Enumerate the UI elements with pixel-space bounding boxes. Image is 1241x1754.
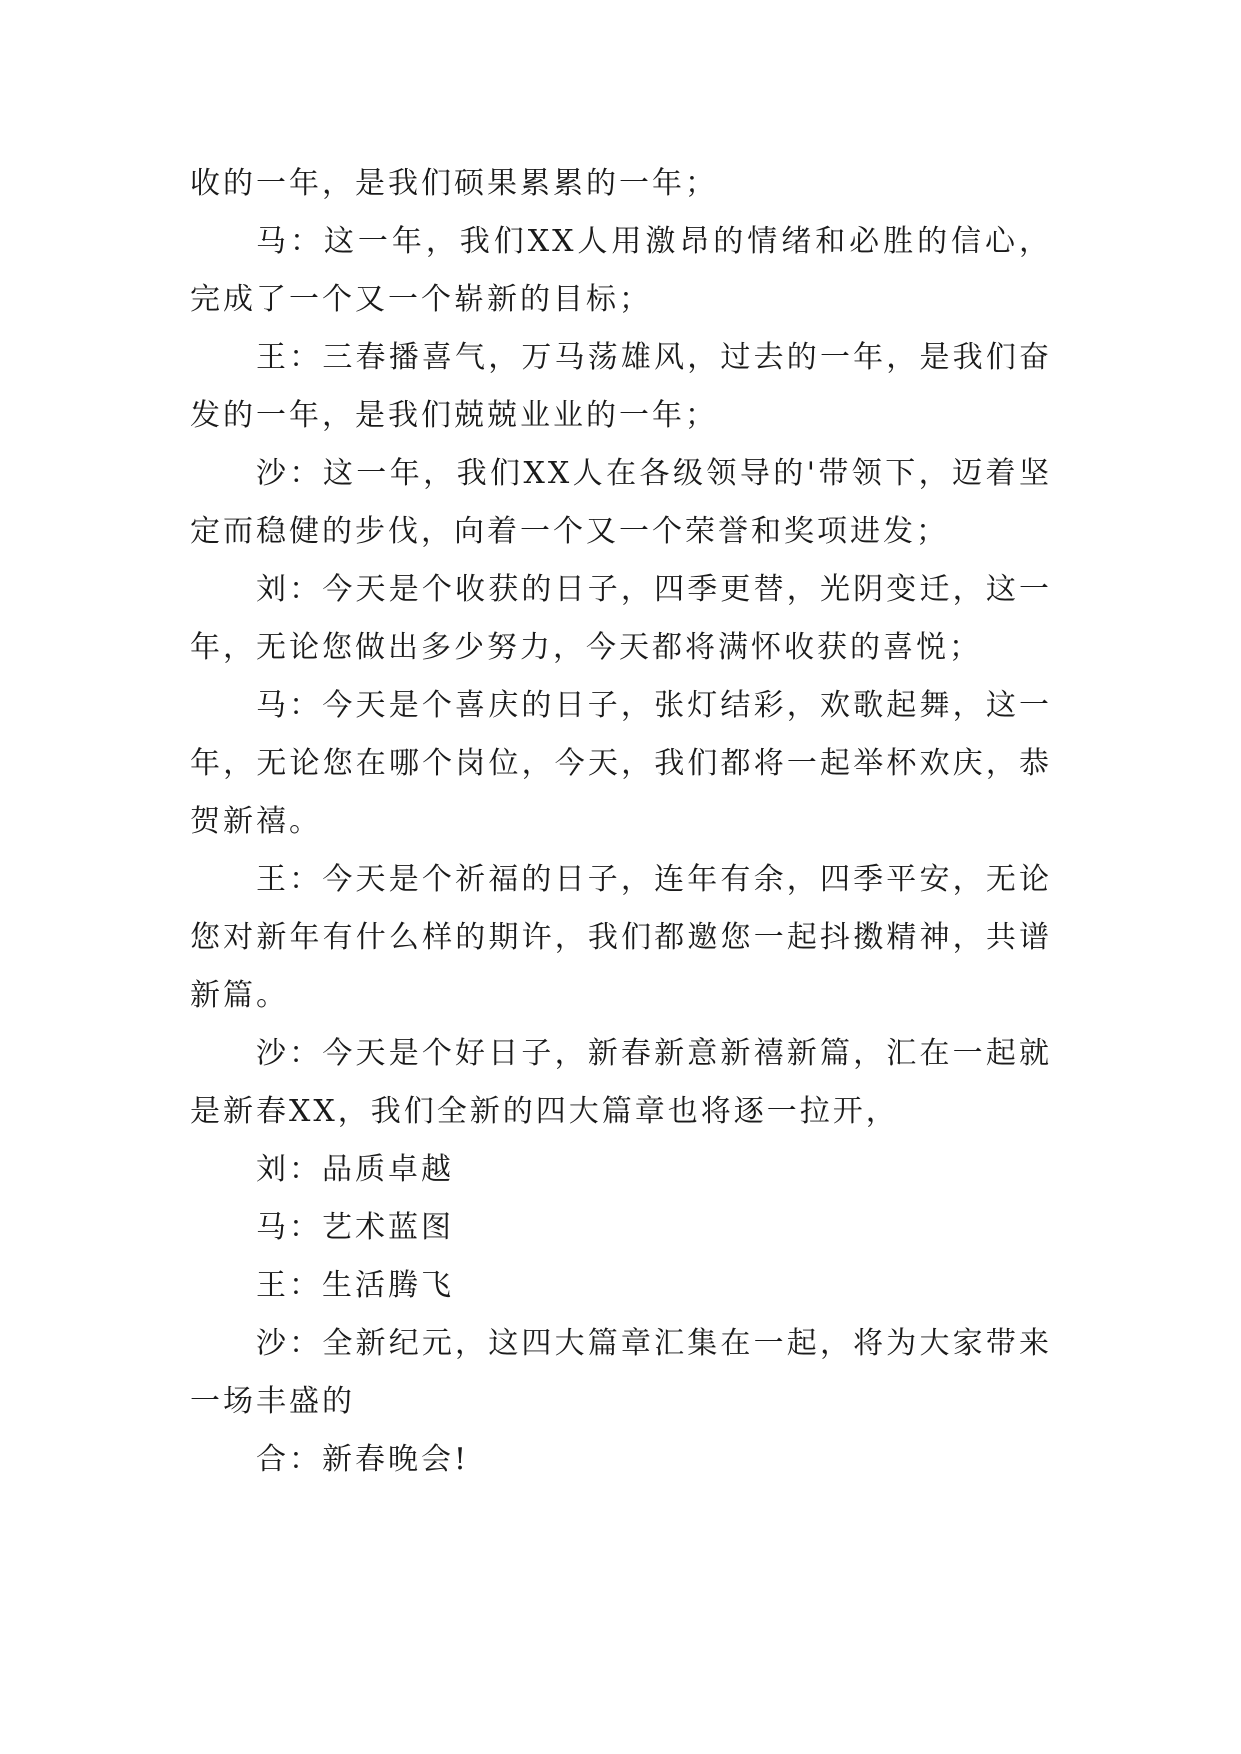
- paragraph: 马：今天是个喜庆的日子，张灯结彩，欢歌起舞，这一年，无论您在哪个岗位，今天，我们都将一起举杯欢庆，恭贺新禧。: [190, 688, 1052, 839]
- paragraph: 沙：全新纪元，这四大篇章汇集在一起，将为大家带来一场丰盛的: [190, 1326, 1052, 1419]
- paragraph: 王：生活腾飞: [256, 1268, 454, 1303]
- paragraph: 王：三春播喜气，万马荡雄风，过去的一年，是我们奋发的一年，是我们兢兢业业的一年；: [190, 340, 1052, 433]
- paragraph: 马：艺术蓝图: [256, 1210, 454, 1245]
- paragraph: 沙：今天是个好日子，新春新意新禧新篇，汇在一起就是新春XX，我们全新的四大篇章也将逐一拉开，: [190, 1036, 1052, 1129]
- paragraph: 合：新春晚会!: [256, 1442, 470, 1477]
- paragraph: 王：今天是个祈福的日子，连年有余，四季平安，无论您对新年有什么样的期许，我们都邀您一起抖擞精神，共谱新篇。: [190, 862, 1052, 1013]
- document-body: [190, 155, 1052, 1489]
- paragraph: 收的一年，是我们硕果累累的一年；: [190, 166, 718, 201]
- paragraph: 马：这一年，我们XX人用激昂的情绪和必胜的信心，完成了一个又一个崭新的目标；: [190, 224, 1052, 317]
- paragraph: 沙：这一年，我们XX人在各级领导的'带领下，迈着坚定而稳健的步伐，向着一个又一个荣誉和奖项进发；: [190, 456, 1052, 549]
- paragraph: 刘：品质卓越: [256, 1152, 454, 1187]
- paragraph: 刘：今天是个收获的日子，四季更替，光阴变迁，这一年，无论您做出多少努力，今天都将满怀收获的喜悦；: [190, 572, 1052, 665]
